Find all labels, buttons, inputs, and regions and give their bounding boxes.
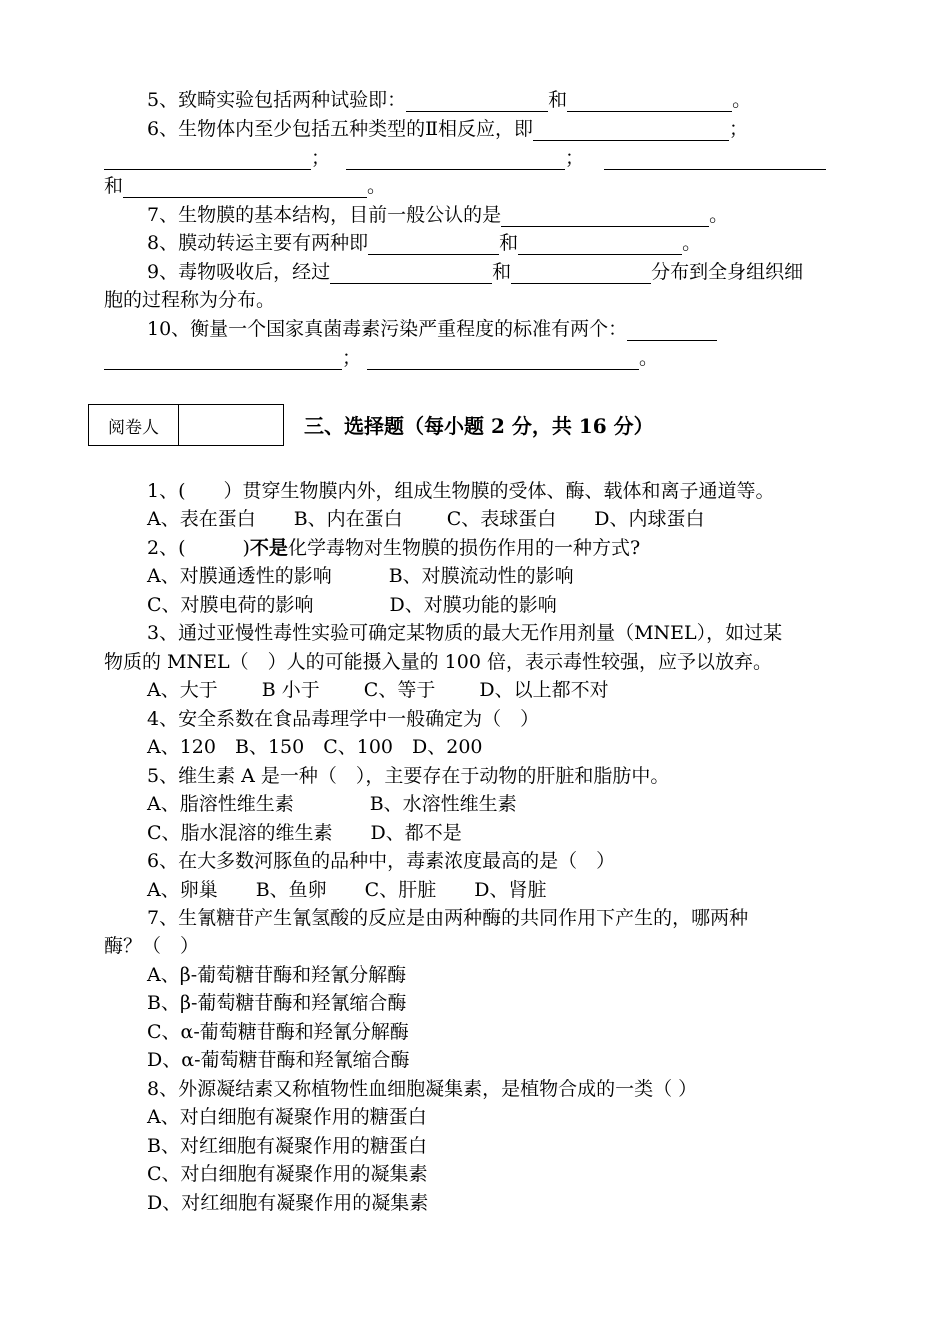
mc-q2-emphasis: 不是 (249, 537, 288, 559)
fill-q7 (147, 203, 728, 227)
mc-q2-options-2: C、对膜电荷的影响 D、对膜功能的影响 (147, 594, 557, 616)
fill-q10 (147, 317, 717, 341)
fill-q5-end: 。 (732, 89, 752, 111)
fill-q9-and: 和 (492, 261, 512, 283)
mc-q8-stem: 8、外源凝结素又称植物性血细胞凝集素，是植物合成的一类（ ） (147, 1078, 698, 1100)
mc-q1-options: A、表在蛋白 B、内在蛋白 C、表球蛋白 D、内球蛋白 (147, 508, 705, 530)
mc-q7-option-b: B、β-葡萄糖苷酶和羟氰缩合酶 (147, 992, 407, 1014)
grader-signature-field[interactable] (179, 405, 283, 445)
answer-blank[interactable] (518, 235, 682, 255)
mc-q5-stem: 5、维生素 A 是一种（ ），主要存在于动物的肝脏和脂肪中。 (147, 765, 670, 787)
answer-blank[interactable] (368, 235, 499, 255)
answer-blank[interactable] (604, 150, 826, 170)
fill-q8-end: 。 (682, 232, 702, 254)
mc-q1-stem: 1、( ）贯穿生物膜内外，组成生物膜的受体、酶、载体和离子通道等。 (147, 480, 775, 502)
fill-q9 (147, 260, 803, 284)
mc-q8-option-a: A、对白细胞有凝聚作用的糖蛋白 (147, 1106, 427, 1128)
mc-q3-stem: 3、通过亚慢性毒性实验可确定某物质的最大无作用剂量（MNEL），如过某 (147, 622, 783, 644)
answer-blank[interactable] (533, 121, 729, 141)
fill-q6-and: 和 (104, 175, 124, 197)
answer-blank[interactable] (627, 321, 717, 341)
answer-blank[interactable] (511, 264, 651, 284)
mc-q5-options-1: A、脂溶性维生素 B、水溶性维生素 (147, 793, 517, 815)
fill-q10-end: 。 (639, 347, 659, 369)
fill-q6 (147, 117, 748, 141)
answer-blank[interactable] (346, 150, 565, 170)
mc-q8-option-d: D、对红细胞有凝聚作用的凝集素 (147, 1192, 429, 1214)
grader-box (88, 404, 284, 446)
mc-q7-option-c: C、α-葡萄糖苷酶和羟氰分解酶 (147, 1021, 409, 1043)
mc-q2-stem (147, 536, 640, 560)
answer-blank[interactable] (330, 264, 492, 284)
fill-q6-end: 。 (367, 175, 387, 197)
fill-q10-text: 10、衡量一个国家真菌毒素污染严重程度的标准有两个： (147, 318, 628, 340)
fill-q6-sep: ； (729, 118, 749, 140)
fill-q5-and: 和 (548, 89, 568, 111)
mc-q7-stem-2: 酶？（ ） (104, 935, 200, 957)
mc-q7-option-d: D、α-葡萄糖苷酶和羟氰缩合酶 (147, 1049, 410, 1071)
fill-q8 (147, 231, 701, 255)
mc-q3-options: A、大于 B 小于 C、等于 D、以上都不对 (147, 679, 609, 701)
mc-q6-stem: 6、在大多数河豚鱼的品种中，毒素浓度最高的是（ ） (147, 850, 616, 872)
mc-q7-stem: 7、生氰糖苷产生氰氢酸的反应是由两种酶的共同作用下产生的，哪两种 (147, 907, 749, 929)
fill-q8-and: 和 (499, 232, 519, 254)
grader-label: 阅卷人 (89, 405, 179, 445)
mc-q7-option-a: A、β-葡萄糖苷酶和羟氰分解酶 (147, 964, 407, 986)
mc-q2-post: 化学毒物对生物膜的损伤作用的一种方式? (287, 537, 641, 559)
mc-q8-option-c: C、对白细胞有凝聚作用的凝集素 (147, 1163, 428, 1185)
mc-q4-stem: 4、安全系数在食品毒理学中一般确定为（ ） (147, 708, 540, 730)
mc-q5-options-2: C、脂水混溶的维生素 D、都不是 (147, 822, 462, 844)
answer-blank[interactable] (501, 207, 709, 227)
answer-blank[interactable] (406, 92, 548, 112)
fill-q6-sep: ； (311, 147, 331, 169)
fill-q6-sep: ； (565, 147, 585, 169)
fill-q5 (147, 88, 751, 112)
answer-blank[interactable] (367, 350, 639, 370)
mc-q2-pre: 2、( ) (147, 537, 250, 559)
answer-blank[interactable] (104, 150, 311, 170)
fill-q8-text: 8、膜动转运主要有两种即 (147, 232, 369, 254)
fill-q9-text: 9、毒物吸收后，经过 (147, 261, 331, 283)
answer-blank[interactable] (123, 178, 367, 198)
fill-q5-text: 5、致畸实验包括两种试验即： (147, 89, 407, 111)
fill-q6-line3 (104, 174, 386, 198)
mc-q4-options: A、120 B、150 C、100 D、200 (147, 736, 483, 758)
fill-q6-line2 (104, 146, 826, 170)
mc-q8-option-b: B、对红细胞有凝聚作用的糖蛋白 (147, 1135, 427, 1157)
mc-q6-options: A、卵巢 B、鱼卵 C、肝脏 D、肾脏 (147, 879, 547, 901)
mc-q2-options-1: A、对膜通透性的影响 B、对膜流动性的影响 (147, 565, 574, 587)
fill-q7-text: 7、生物膜的基本结构，目前一般公认的是 (147, 204, 502, 226)
answer-blank[interactable] (567, 92, 732, 112)
fill-q7-end: 。 (709, 204, 729, 226)
mc-q3-stem-2: 物质的 MNEL（ ）人的可能摄入量的 100 倍，表示毒性较强，应予以放弃。 (104, 651, 772, 673)
section-title: 三、选择题（每小题 2 分，共 16 分） (304, 414, 654, 438)
answer-blank[interactable] (104, 350, 342, 370)
fill-q9-text3: 胞的过程称为分布。 (104, 289, 276, 311)
fill-q6-text: 6、生物体内至少包括五种类型的Ⅱ相反应，即 (147, 118, 534, 140)
fill-q10-line2 (104, 346, 658, 370)
fill-q9-line2 (104, 288, 275, 312)
fill-q10-sep: ； (342, 347, 362, 369)
fill-q9-text2: 分布到全身组织细 (651, 261, 804, 283)
